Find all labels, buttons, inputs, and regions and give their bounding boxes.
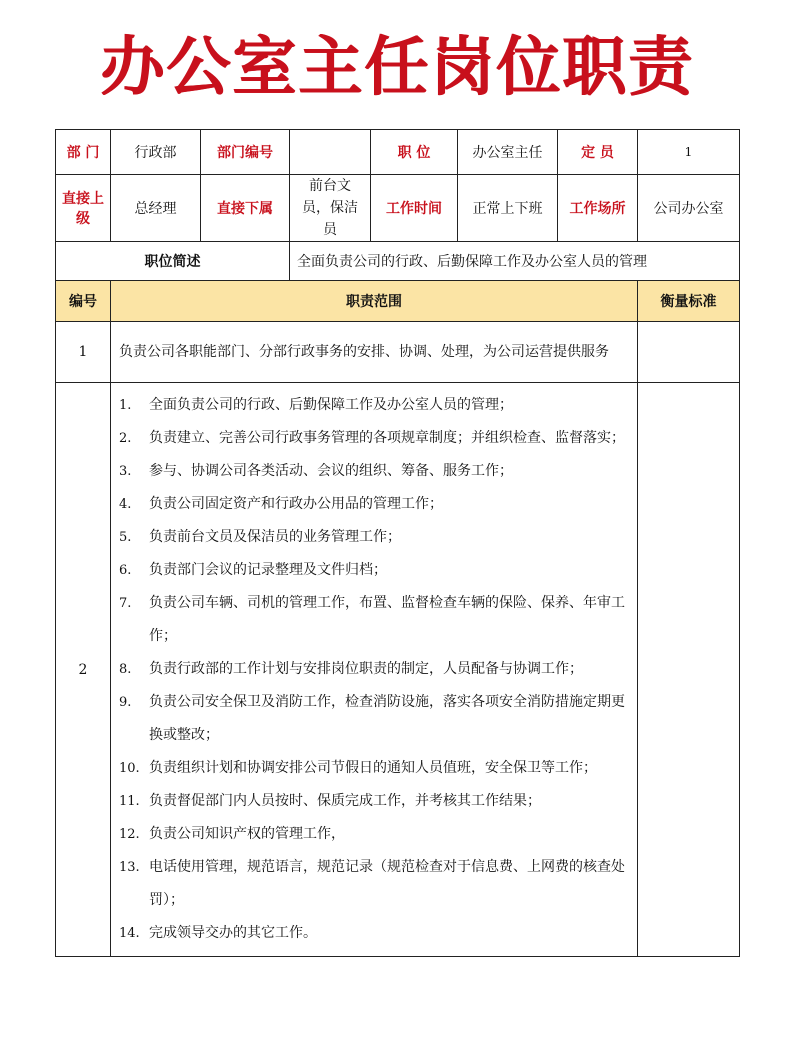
table-header-row xyxy=(56,281,740,322)
list-item: 4. 负责公司固定资产和行政办公用品的管理工作； xyxy=(119,496,443,512)
row-number: 1 xyxy=(56,322,111,383)
dept-value: 行政部 xyxy=(111,130,201,175)
dept-no-value xyxy=(290,130,371,175)
page-title: 办公室主任岗位职责 xyxy=(100,31,694,105)
summary-value: 全面负责公司的行政、后勤保障工作及办公室人员的管理 xyxy=(290,242,740,281)
info-row-1 xyxy=(56,130,740,175)
standard-cell xyxy=(638,383,740,957)
list-item: 14. 完成领导交办的其它工作。 xyxy=(119,925,317,941)
list-item: 11. 负责督促部门内人员按时、保质完成工作，并考核其工作结果； xyxy=(119,793,541,809)
subordinate-value: 前台文员，保洁员 xyxy=(290,175,371,242)
list-item: 8. 负责行政部的工作计划与安排岗位职责的制定，人员配备与协调工作； xyxy=(119,661,583,677)
row-number: 2 xyxy=(56,383,111,957)
info-row-2 xyxy=(56,175,740,242)
workplace-value: 公司办公室 xyxy=(638,175,740,242)
job-responsibility-table xyxy=(55,129,740,957)
duties-cell xyxy=(111,383,638,957)
summary-label: 职位简述 xyxy=(56,242,290,281)
superior-label: 直接上级 xyxy=(56,175,111,242)
list-item: 13. 电话使用管理，规范语言，规范记录（规范检查对于信息费、上网费的核查处罚）； xyxy=(119,859,625,908)
list-item: 12. 负责公司知识产权的管理工作， xyxy=(119,826,345,842)
standard-cell xyxy=(638,322,740,383)
workplace-label: 工作场所 xyxy=(558,175,638,242)
position-value: 办公室主任 xyxy=(458,130,558,175)
subordinate-label: 直接下属 xyxy=(201,175,290,242)
table-row xyxy=(56,322,740,383)
summary-row xyxy=(56,242,740,281)
responsibility-text: 负责公司各职能部门、分部行政事务的安排、协调、处理，为公司运营提供服务 xyxy=(111,322,638,383)
list-item: 2. 负责建立、完善公司行政事务管理的各项规章制度；并组织检查、监督落实； xyxy=(119,430,625,446)
worktime-value: 正常上下班 xyxy=(458,175,558,242)
duties-list xyxy=(111,383,637,956)
position-label: 职 位 xyxy=(371,130,458,175)
headcount-label: 定 员 xyxy=(558,130,638,175)
list-item: 9. 负责公司安全保卫及消防工作，检查消防设施，落实各项安全消防措施定期更换或整改； xyxy=(119,694,625,743)
headcount-value: 1 xyxy=(638,130,740,175)
header-no: 编号 xyxy=(56,281,111,322)
list-item: 5. 负责前台文员及保洁员的业务管理工作； xyxy=(119,529,401,545)
header-standard: 衡量标准 xyxy=(638,281,740,322)
worktime-label: 工作时间 xyxy=(371,175,458,242)
dept-no-label: 部门编号 xyxy=(201,130,290,175)
list-item: 10. 负责组织计划和协调安排公司节假日的通知人员值班，安全保卫等工作； xyxy=(119,760,597,776)
dept-label: 部 门 xyxy=(56,130,111,175)
header-scope: 职责范围 xyxy=(111,281,638,322)
table-row xyxy=(56,383,740,957)
list-item: 6. 负责部门会议的记录整理及文件归档； xyxy=(119,562,387,578)
list-item: 1. 全面负责公司的行政、后勤保障工作及办公室人员的管理； xyxy=(119,397,513,413)
superior-value: 总经理 xyxy=(111,175,201,242)
list-item: 7. 负责公司车辆、司机的管理工作，布置、监督检查车辆的保险、保养、年审工作； xyxy=(119,595,625,644)
list-item: 3. 参与、协调公司各类活动、会议的组织、筹备、服务工作； xyxy=(119,463,513,479)
